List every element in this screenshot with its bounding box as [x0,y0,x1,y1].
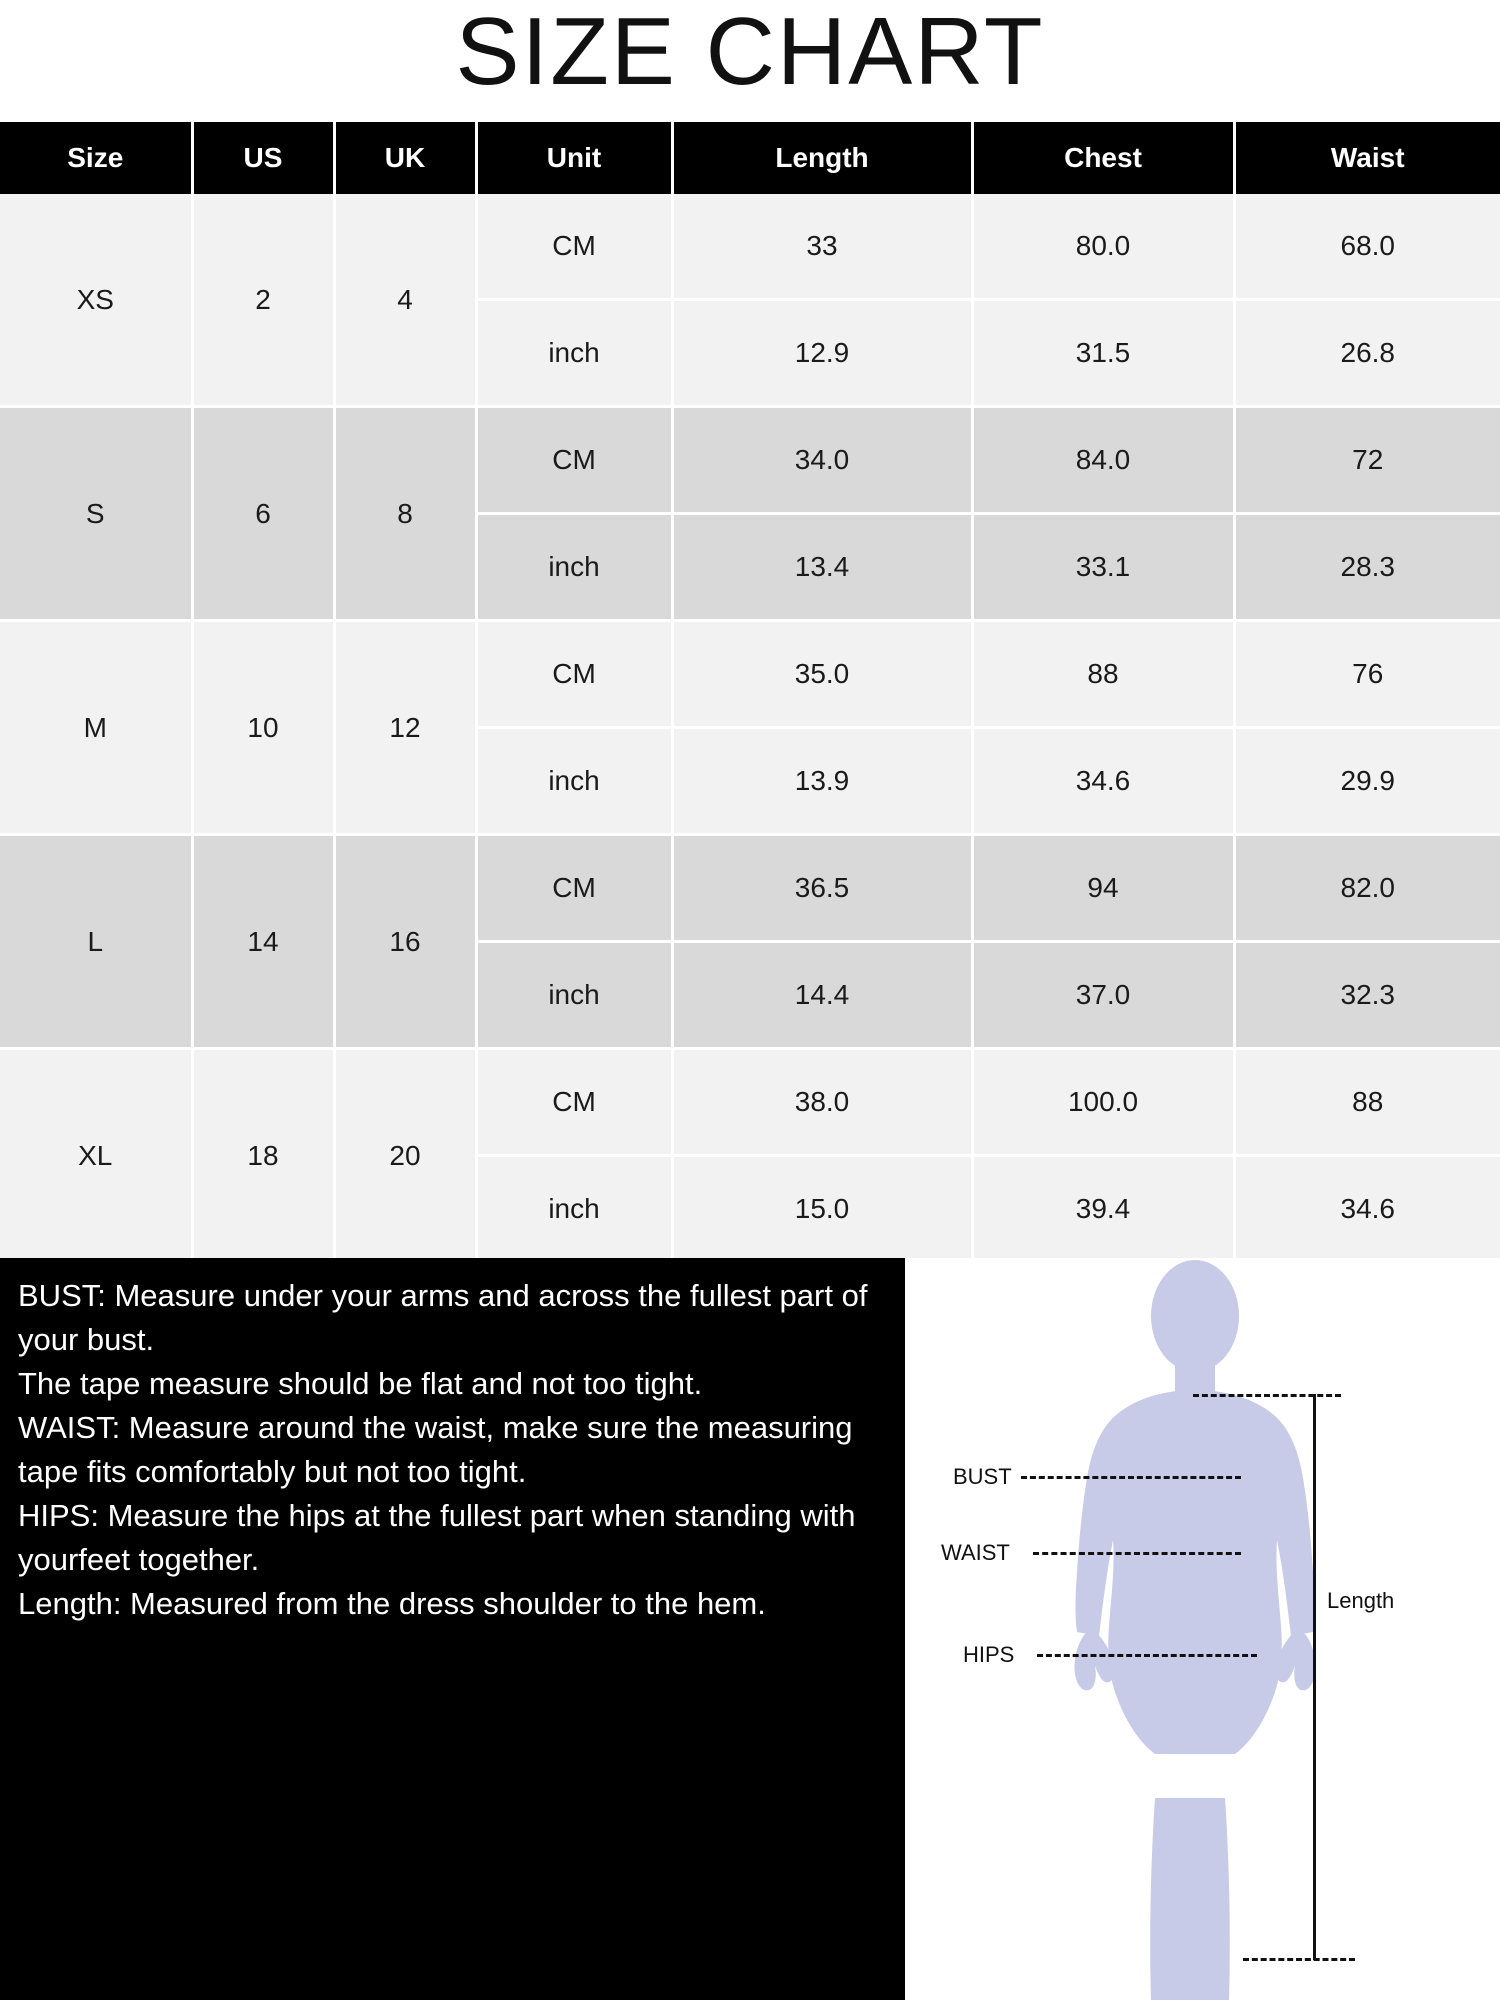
table-row [0,621,1500,728]
hips-label: HIPS [963,1642,1015,1667]
female-silhouette-icon [985,1258,1405,2000]
cell-chest: 100.0 [972,1049,1234,1156]
column-header-unit: Unit [476,122,672,194]
column-header-uk: UK [334,122,476,194]
cell-chest: 94 [972,835,1234,942]
cell-chest: 34.6 [972,728,1234,835]
cell-waist: 88 [1234,1049,1500,1156]
cell-size: XS [0,194,192,407]
cell-waist: 82.0 [1234,835,1500,942]
body-measurement-diagram [905,1258,1500,2000]
length-measure-line [1313,1394,1316,1960]
cell-us: 2 [192,194,334,407]
bust-dashed-line [1021,1476,1241,1479]
cell-waist: 26.8 [1234,300,1500,407]
cell-waist: 72 [1234,407,1500,514]
instruction-hips: HIPS: Measure the hips at the fullest part when standing with yourfeet together. [18,1498,856,1578]
cell-size: S [0,407,192,621]
cell-length: 36.5 [672,835,972,942]
waist-label: WAIST [941,1540,1010,1565]
table-header [0,122,1500,194]
instruction-bust: BUST: Measure under your arms and across the fullest part of your bust. [18,1278,868,1358]
shoulder-dashed-line [1193,1394,1341,1397]
cell-length: 34.0 [672,407,972,514]
cell-chest: 39.4 [972,1156,1234,1263]
cell-waist: 68.0 [1234,194,1500,300]
cell-length: 13.9 [672,728,972,835]
cell-uk: 8 [334,407,476,621]
cell-us: 18 [192,1049,334,1263]
cell-us: 6 [192,407,334,621]
cell-size: M [0,621,192,835]
table-row [0,1049,1500,1156]
cell-length: 14.4 [672,942,972,1049]
cell-waist: 28.3 [1234,514,1500,621]
cell-unit: inch [476,942,672,1049]
cell-unit: inch [476,514,672,621]
cell-length: 15.0 [672,1156,972,1263]
cell-chest: 31.5 [972,300,1234,407]
hem-dashed-line [1243,1958,1355,1961]
instruction-length: Length: Measured from the dress shoulder to the hem. [18,1586,766,1622]
cell-waist: 29.9 [1234,728,1500,835]
hips-dashed-line [1037,1654,1257,1657]
instruction-waist: WAIST: Measure around the waist, make sure the measuring tape fits comfortably but not too tight. [18,1410,853,1490]
measurement-instructions [0,1258,905,2000]
cell-length: 13.4 [672,514,972,621]
instruction-tape: The tape measure should be flat and not too tight. [18,1366,703,1402]
waist-dashed-line [1033,1552,1241,1555]
table-header-row [0,122,1500,194]
cell-uk: 12 [334,621,476,835]
length-label: Length [1327,1588,1395,1613]
cell-us: 10 [192,621,334,835]
cell-unit: inch [476,1156,672,1263]
cell-length: 12.9 [672,300,972,407]
cell-unit: inch [476,300,672,407]
bust-label: BUST [953,1464,1012,1489]
cell-uk: 20 [334,1049,476,1263]
column-header-chest: Chest [972,122,1234,194]
cell-us: 14 [192,835,334,1049]
cell-chest: 33.1 [972,514,1234,621]
cell-unit: CM [476,1049,672,1156]
cell-chest: 80.0 [972,194,1234,300]
cell-unit: CM [476,621,672,728]
cell-size: L [0,835,192,1049]
bottom-section [0,1258,1500,2000]
cell-unit: inch [476,728,672,835]
column-header-size: Size [0,122,192,194]
cell-uk: 16 [334,835,476,1049]
cell-waist: 32.3 [1234,942,1500,1049]
cell-unit: CM [476,835,672,942]
table-body [0,194,1500,1263]
page-title: SIZE CHART [455,0,1045,105]
cell-waist: 76 [1234,621,1500,728]
table-row [0,835,1500,942]
cell-chest: 84.0 [972,407,1234,514]
size-chart-table [0,122,1500,1264]
cell-length: 35.0 [672,621,972,728]
cell-length: 38.0 [672,1049,972,1156]
column-header-waist: Waist [1234,122,1500,194]
table-row [0,194,1500,300]
cell-unit: CM [476,407,672,514]
cell-size: XL [0,1049,192,1263]
table-row [0,407,1500,514]
cell-waist: 34.6 [1234,1156,1500,1263]
cell-length: 33 [672,194,972,300]
cell-uk: 4 [334,194,476,407]
column-header-length: Length [672,122,972,194]
cell-chest: 37.0 [972,942,1234,1049]
cell-chest: 88 [972,621,1234,728]
column-header-us: US [192,122,334,194]
cell-unit: CM [476,194,672,300]
